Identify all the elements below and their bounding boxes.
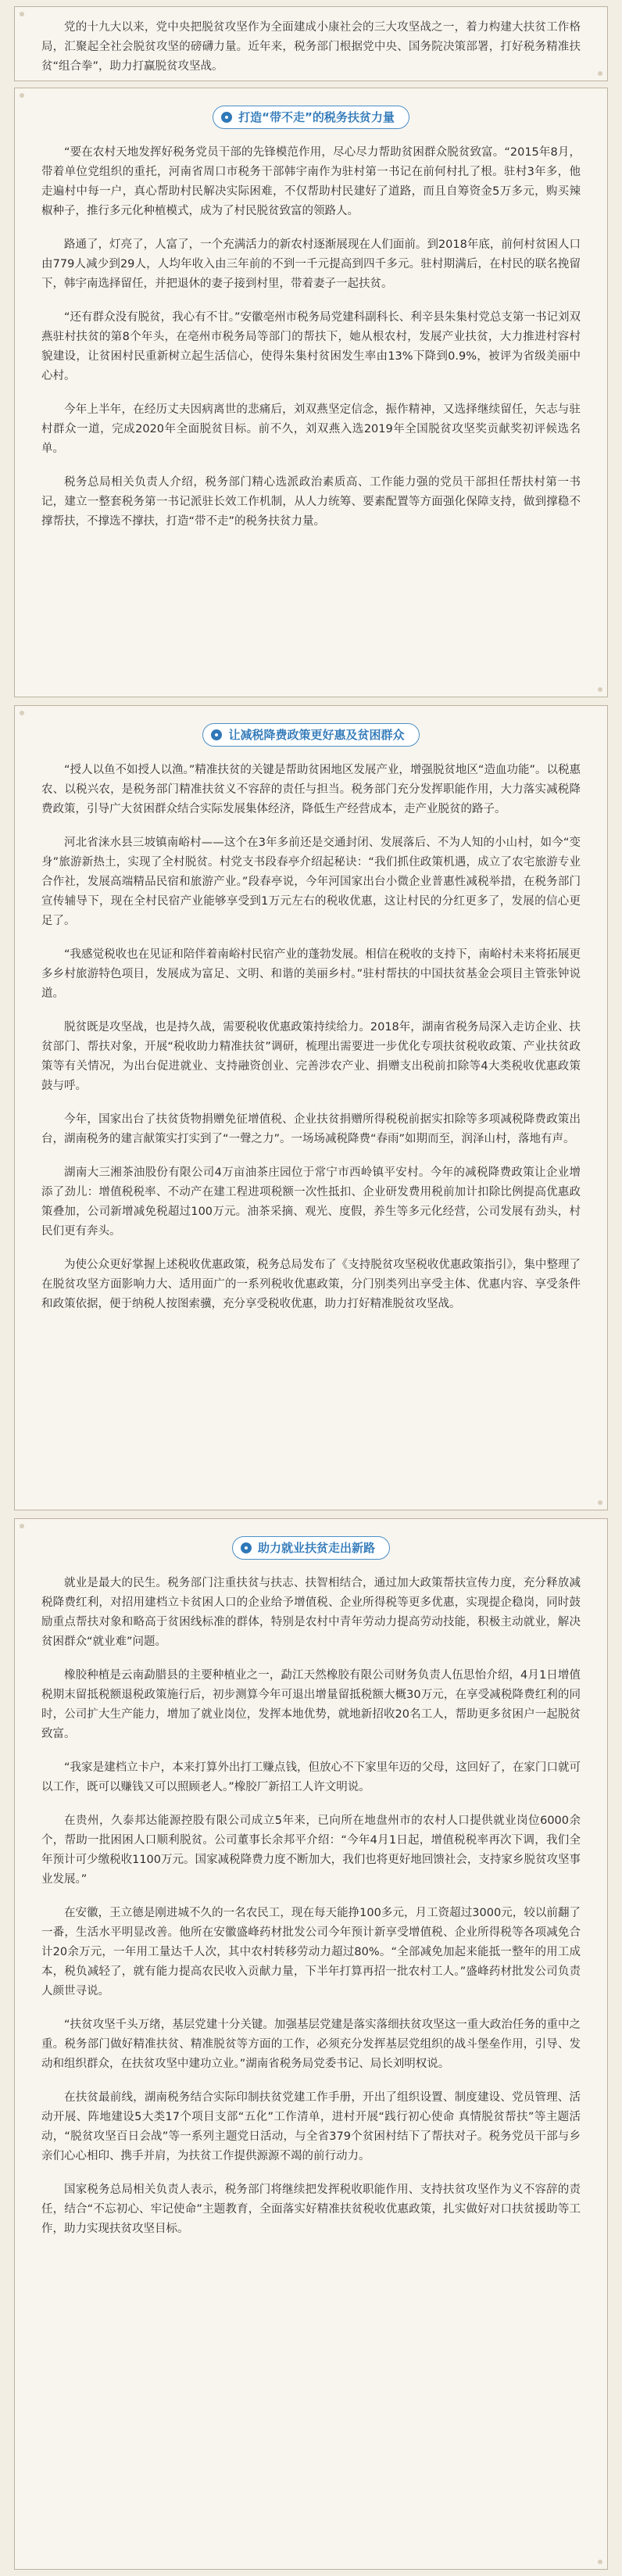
paragraph: 在扶贫最前线，湖南税务结合实际印制扶贫党建工作手册，开出了组织设置、制度建设、党员管理、活动开展、阵地建设5大类17个项目支部“五化”工作清单，进村开展“践行初心使命 真情脱贫帮扶”等主题活动，“脱贫攻坚百日会战”等一系列主题党日活动，与全省379个贫困村结下了帮扶对子。税务党员干部与乡亲们心心相印、携手并肩，为扶贫工作提供源源不竭的前行动力。 — [41, 2091, 581, 2162]
intro-paragraph: 党的十九大以来，党中央把脱贫攻坚作为全面建成小康社会的三大攻坚战之一，着力构建大扶贫工作格局，汇聚起全社会脱贫攻坚的磅礴力量。近年来，税务部门根据党中央、国务院决策部署，打好税务精准扶贫“组合拳”，助力打赢脱贫攻坚战。 — [41, 21, 581, 73]
paragraph: 脱贫既是攻坚战，也是持久战，需要税收优惠政策持续给力。2018年，湖南省税务局深入走访企业、扶贫部门、帮扶对象，开展“税收助力精准扶贫”调研，梳理出需要进一步优化专项扶贫税收政策、产业扶贫政策等有关情况，为出台促进就业、支持融资创业、完善涉农产业、捐赠支出税前扣除等4大类税收优惠政策鼓与呼。 — [41, 1021, 581, 1092]
section-heading-pill — [213, 106, 409, 129]
section-heading-wrap — [41, 106, 581, 129]
bullet-icon — [241, 1542, 252, 1553]
section-box-3 — [14, 1518, 608, 2570]
section-heading: 打造“带不走”的税务扶贫力量 — [238, 110, 395, 124]
paragraph: 橡胶种植是云南勐腊县的主要种植业之一，勐江天然橡胶有限公司财务负责人伍思怡介绍，4月1日增值税期末留抵税额退税政策施行后，初步测算今年可退出增量留抵税额大概30万元，在享受减税降费红利的同时，公司扩大生产能力，增加了就业岗位，发挥本地优势，就地新招收20名工人，帮助更多贫困户一起脱贫致富。 — [41, 1669, 581, 1740]
section-heading-wrap — [41, 723, 581, 747]
paragraph: “还有群众没有脱贫，我心有不甘。”安徽亳州市税务局党建科副科长、利辛县朱集村党总支第一书记刘双燕驻村扶贫的第8个年头，在亳州市税务局等部门的帮扶下，她从根农村，发展产业扶贫，大力推进村容村貌建设，让贫困村民重新树立起生活信心，使得朱集村贫困发生率由13%下降到0.9%，被评为省级美丽中心村。 — [41, 311, 581, 382]
bullet-icon — [211, 729, 222, 740]
paragraph: 河北省涞水县三坡镇南峪村——这个在3年多前还是交通封闭、发展落后、不为人知的小山村，如今“变身”旅游新热土，实现了全村脱贫。村党支书段春亭介绍起秘诀：“我们抓住政策机遇，成立了农宅旅游专业合作社，发展高端精品民宿和旅游产业。”段春亭说，今年河国家出台小微企业普惠性减税举措，在税务部门宣传辅导下，现在全村民宿产业能够享受到1万元左右的税收优惠，这让村民的分红更多了，发展的信心更足了。 — [41, 837, 581, 927]
paragraph: 路通了，灯亮了，人富了，一个充满活力的新农村逐渐展现在人们面前。到2018年底，前何村贫困人口由779人减少到29人，人均年收入由三年前的不到一千元提高到四千多元。驻村期满后，在村民的联名挽留下，韩宇南选择留任，并把退休的妻子接到村里，带着妻子一起扶贫。 — [41, 238, 581, 290]
intro-box — [14, 6, 608, 81]
paragraph: “授人以鱼不如授人以渔。”精准扶贫的关键是帮助贫困地区发展产业，增强脱贫地区“造血功能”。以税惠农、以税兴农，是税务部门精准扶贫义不容辞的责任与担当。税务部门充分发挥职能作用，大力落实减税降费政策，引导广大贫困群众结合实际发展集体经济，降低生产经营成本，走产业脱贫的路子。 — [41, 764, 581, 815]
paragraph: 湖南大三湘茶油股份有限公司4万亩油茶庄园位于常宁市西岭镇平安村。今年的减税降费政策让企业增添了劲儿：增值税税率、不动产在建工程进项税额一次性抵扣、企业研发费用税前加计扣除比例提高优惠政策叠加，公司新增减免税超过100万元。油茶采摘、观光、度假，养生等多元化经营，公司发展有劲头，村民们更有奔头。 — [41, 1166, 581, 1238]
section-heading: 让减税降费政策更好惠及贫困群众 — [228, 728, 405, 742]
section-heading-pill — [232, 1536, 390, 1560]
section-box-2 — [14, 705, 608, 1510]
paragraph: 就业是最大的民生。税务部门注重扶贫与扶志、扶智相结合，通过加大政策帮扶宣传力度，充分释放减税降费红利，对招用建档立卡贫困人口的企业给予增值税、企业所得税等更多优惠，实现提企稳岗，同时鼓励重点帮扶对象和略高于贫困线标准的群体，特别是农村中青年劳动力提高劳动技能，积极主动就业，解决贫困群众“就业难”问题。 — [41, 1577, 581, 1648]
paragraph: 为使公众更好掌握上述税收优惠政策，税务总局发布了《支持脱贫攻坚税收优惠政策指引》，集中整理了在脱贫攻坚方面影响力大、适用面广的一系列税收优惠政策，分门别类列出享受主体、优惠内容、享受条件和政策依据，便于纳税人按图索骥，充分享受税收优惠，助力打好精准脱贫攻坚战。 — [41, 1259, 581, 1310]
section-heading: 助力就业扶贫走出新路 — [257, 1541, 375, 1555]
paragraph: “我家是建档立卡户，本来打算外出打工赚点钱，但放心不下家里年迈的父母，这回好了，在家门口就可以工作，既可以赚钱又可以照顾老人。”橡胶厂新招工人许文明说。 — [41, 1761, 581, 1793]
section-heading-pill — [202, 723, 419, 747]
paragraph: 国家税务总局相关负责人表示，税务部门将继续把发挥税收职能作用、支持扶贫攻坚作为义不容辞的责任，结合“不忘初心、牢记使命”主题教育，全面落实好精准扶贫税收优惠政策，扎实做好对口扶贫援助等工作，助力实现扶贫攻坚目标。 — [41, 2184, 581, 2235]
paragraph: 今年，国家出台了扶贫货物捐赠免征增值税、企业扶贫捐赠所得税税前据实扣除等多项减税降费政策出台，湖南税务的建言献策实打实到了“一聲之力”。一场场减税降费“春雨”如期而至，润泽山村，落地有声。 — [41, 1113, 581, 1145]
paragraph: 今年上半年，在经历丈夫因病离世的悲痛后，刘双燕坚定信念，振作精神，又选择继续留任，矢志与驻村群众一道，完成2020年全面脱贫目标。前不久，刘双燕入选2019年全国脱贫攻坚奖贡献奖初评候选名单。 — [41, 403, 581, 455]
paragraph: “要在农村天地发挥好税务党员干部的先锋模范作用，尽心尽力帮助贫困群众脱贫致富。“2015年8月，带着单位党组织的重托，河南省周口市税务干部韩宇南作为驻村第一书记在前何村扎了根。驻村3年多，他走遍村中每一户，真心帮助村民解决实际困难，不仅帮助村民建好了道路，而且自筹资金5万多元，购买辣椒种子，推行多元化种植模式，成为了村民脱贫致富的领路人。 — [41, 146, 581, 217]
paragraph: 在贵州，久泰邦达能源控股有限公司成立5年来，已向所在地盘州市的农村人口提供就业岗位6000余个，帮助一批困困人口顺利脱贫。公司董事长余邦平介绍：“今年4月1日起，增值税税率再次下调，我们全年预计可少缴税收1100万元。国家减税降费力度不断加大，我们也将更好地回馈社会，支持家乡脱贫攻坚事业发展。” — [41, 1815, 581, 1886]
paragraph: “我感觉税收也在见证和陪伴着南峪村民宿产业的蓬勃发展。相信在税收的支持下，南峪村未来将拓展更多乡村旅游特色项目，发展成为富足、文明、和谐的美丽乡村。”驻村帮扶的中国扶贫基金会项目主管张钟说道。 — [41, 948, 581, 1000]
bullet-icon — [221, 112, 232, 123]
section-heading-wrap — [41, 1536, 581, 1560]
paragraph: 在安徽，王立德是刚进城不久的一名农民工，现在每天能挣100多元，月工资超过3000元，较以前翻了一番，生活水平明显改善。他所在安徽盛峰药材批发公司今年预计新享受增值税、企业所得税等各项减免合计20余万元，一年用工量达千人次，其中农村转移劳动力超过80%。“全部减免加起来能抵一整年的用工成本，税负减轻了，就有能力提高农民收入贡献力量，下半年打算再招一批农村工人。”盛峰药材批发公司负责人颜世寻说。 — [41, 1907, 581, 1997]
paragraph: 税务总局相关负责人介绍，税务部门精心选派政治素质高、工作能力强的党员干部担任帮扶村第一书记，建立一整套税务第一书记派驻长效工作机制，从人力统筹、要素配置等方面强化保障支持，做到撑稳不撑帮扶，不撑选不撑扶，打造“带不走”的税务扶贫力量。 — [41, 476, 581, 528]
paragraph: “扶贫攻坚千头万绪，基层党建十分关键。加强基层党建是落实落细扶贫攻坚这一重大政治任务的重中之重。税务部门做好精准扶贫、精准脱贫等方面的工作，必须充分发挥基层党组织的战斗堡垒作用，引导、发动和组织群众，在扶贫攻坚中建功立业。”湖南省税务局党委书记、局长刘明权说。 — [41, 2019, 581, 2070]
section-box-1 — [14, 88, 608, 697]
